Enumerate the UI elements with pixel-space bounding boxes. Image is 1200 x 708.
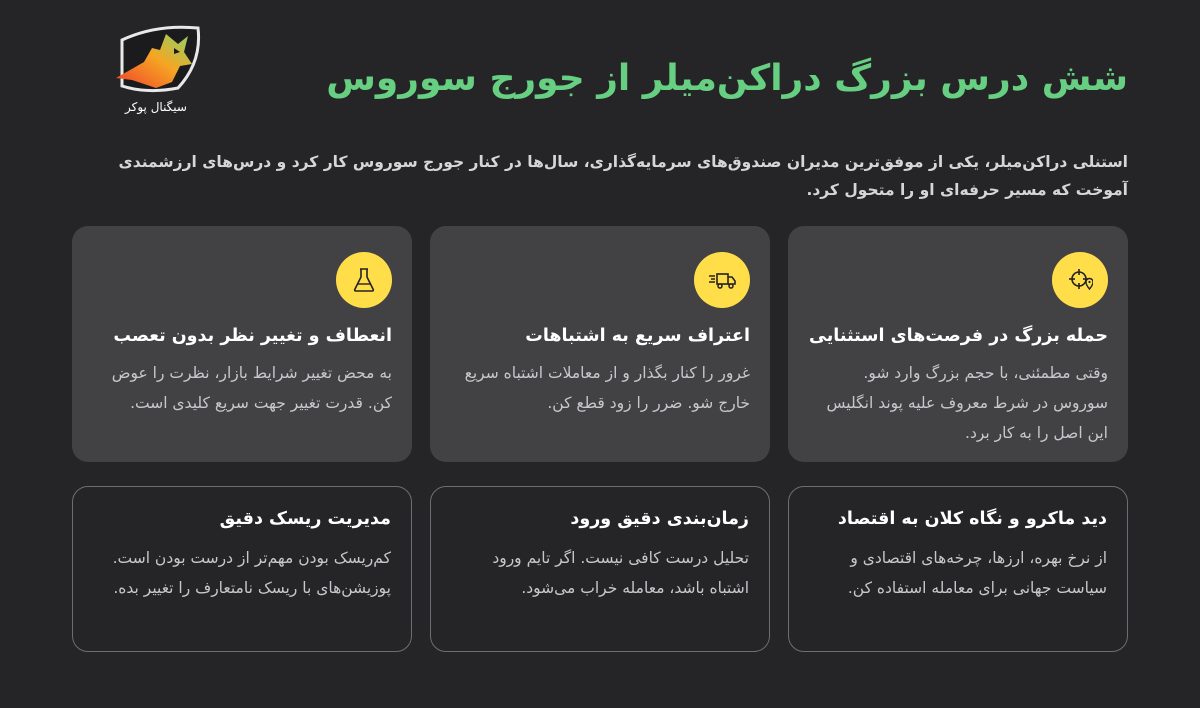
lesson-card-3 bbox=[72, 226, 412, 462]
lessons-grid bbox=[72, 226, 1128, 652]
fast-truck-icon bbox=[694, 252, 750, 308]
card-body: وقتی مطمئنی، با حجم بزرگ وارد شو. سوروس در شرط معروف علیه پوند انگلیس این اصل را به کار برد. bbox=[826, 364, 1108, 442]
lesson-card-4 bbox=[788, 486, 1128, 652]
lesson-card-1 bbox=[788, 226, 1128, 462]
card-title: انعطاف و تغییر نظر بدون تعصب bbox=[113, 326, 392, 346]
bull-logo-icon bbox=[108, 22, 204, 102]
card-title: مدیریت ریسک دقیق bbox=[219, 509, 391, 529]
card-title: حمله بزرگ در فرصت‌های استثنایی bbox=[809, 326, 1108, 346]
logo-text: سیگنال پوکر bbox=[125, 100, 187, 114]
lesson-card-2 bbox=[430, 226, 770, 462]
brand-logo bbox=[108, 22, 204, 122]
card-title: اعتراف سریع به اشتباهات bbox=[525, 326, 750, 346]
card-body: از نرخ بهره، ارزها، چرخه‌های اقتصادی و سیاست جهانی برای معامله استفاده کن. bbox=[847, 549, 1107, 597]
card-title: زمان‌بندی دقیق ورود bbox=[570, 509, 749, 529]
card-title: دید ماکرو و نگاه کلان به اقتصاد bbox=[837, 509, 1107, 529]
lesson-card-6 bbox=[72, 486, 412, 652]
lesson-card-5 bbox=[430, 486, 770, 652]
card-body: غرور را کنار بگذار و از معاملات اشتباه سریع خارج شو. ضرر را زود قطع کن. bbox=[464, 364, 750, 412]
flask-icon bbox=[336, 252, 392, 308]
crosshair-location-icon bbox=[1052, 252, 1108, 308]
card-body: به محض تغییر شرایط بازار، نظرت را عوض کن. قدرت تغییر جهت سریع کلیدی است. bbox=[111, 364, 392, 412]
intro-paragraph: استنلی دراکن‌میلر، یکی از موفق‌ترین مدیران صندوق‌های سرمایه‌گذاری، سال‌ها در کنار جورج سوروس کار کرد و درس‌های ارزشمندی آموخت که مسیر حرفه‌ای او را متحول کرد. bbox=[118, 153, 1128, 199]
page-title: شش درس بزرگ دراکن‌میلر از جورج سوروس bbox=[326, 58, 1128, 99]
card-body: تحلیل درست کافی نیست. اگر تایم ورود اشتباه باشد، معامله خراب می‌شود. bbox=[492, 549, 749, 597]
card-body: کم‌ریسک بودن مهم‌تر از درست بودن است. پوزیشن‌های با ریسک نامتعارف را تغییر بده. bbox=[112, 549, 391, 597]
